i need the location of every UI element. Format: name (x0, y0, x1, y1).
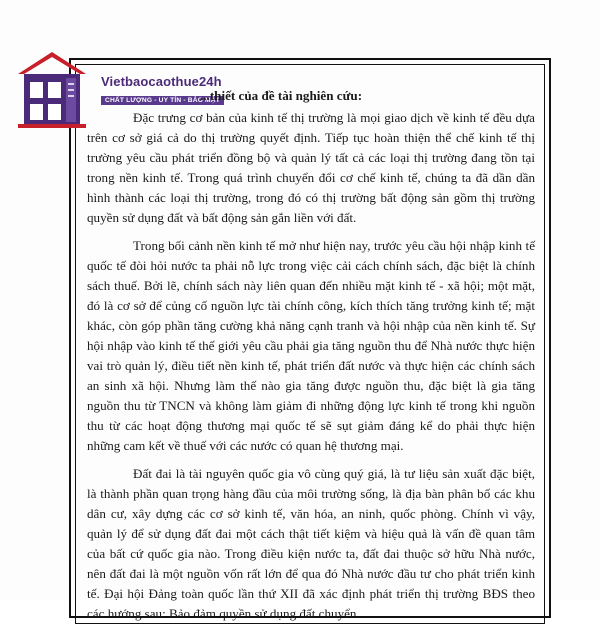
brand-tagline: CHẤT LƯỢNG - UY TÍN - BẢO MẬT (101, 96, 224, 105)
paragraph: Trong bối cảnh nền kinh tế mở như hiện nay, trước yêu cầu hội nhập kinh tế quốc tế đòi hỏi nước ta phải nỗ lực trong việc cải cách chính sách, đặc biệt là chính sách thuế. Bởi lẽ, chính sách này liên quan đến nhiều mặt kinh tế - xã hội; một mặt, đó là cơ sở để củng cố nguồn lực tài chính công, kích thích tăng trưởng kinh tế; mặt khác, còn góp phần tăng cường khả năng cạnh tranh và hội nhập của nền kinh tế. Sự hội nhập vào kinh tế thế giới yêu cầu phải gia tăng nguồn thu để Nhà nước thực hiện vai trò quản lý, điều tiết nền kinh tế, phát triển đất nước và thực hiện các chính sách an sinh xã hội. Nhưng làm thế nào gia tăng được nguồn thu, đặc biệt là gia tăng nguồn thu từ TNCN và không làm giảm đi những động lực kinh tế trong khi nguồn thu từ các hoạt động thương mại quốc tế sẽ sụt giảm đáng kể do phải thực hiện những cam kết về thuế với các nước có quan hệ thương mại. (87, 238, 535, 453)
brand-name: Vietbaocaothue24h (101, 74, 222, 89)
document-body (87, 86, 535, 632)
section-heading: ...thiết của đề tài nghiên cứu: (200, 88, 363, 103)
paragraph: Đặc trưng cơ bản của kinh tế thị trường là mọi giao dịch về kinh tế đều dựa trên cơ sở giá cả do thị trường quyết định. Tiếp tục hoàn thiện thể chế kinh tế thị trường yêu cầu phát triển đồng bộ và quản lý tất cả các loại thị trường đang tồn tại trong nền kinh tế. Trong quá trình chuyển đổi cơ chế kinh tế, chúng ta đã dần dần hình thành các loại thị trường, trong đó có thị trường bất động sản gồm thị trường quyền sử dụng đất và bất động sản gắn liền với đất. (87, 110, 535, 225)
book-house-logo-icon (4, 44, 100, 132)
paragraph: Đất đai là tài nguyên quốc gia vô cùng quý giá, là tư liệu sản xuất đặc biệt, là thành phần quan trọng hàng đầu của môi trường sống, là địa bàn phân bố các khu dân cư, xây dựng các cơ sở kinh tế, văn hóa, an ninh, quốc phòng. Chính vì vậy, quản lý để sử dụng đất đai một cách thật tiết kiệm và hiệu quả là vấn đề quan tâm của bất cứ quốc gia nào. Trong điều kiện nước ta, đất đai thuộc sở hữu Nhà nước, nên đất đai là một nguồn vốn rất lớn để qua đó Nhà nước đầu tư cho phát triển kinh tế. Đại hội Đảng toàn quốc lần thứ XII đã xác định phát triển thị trường BĐS theo các hướng sau: Bảo đảm quyền sử dụng đất chuyển (87, 466, 535, 621)
